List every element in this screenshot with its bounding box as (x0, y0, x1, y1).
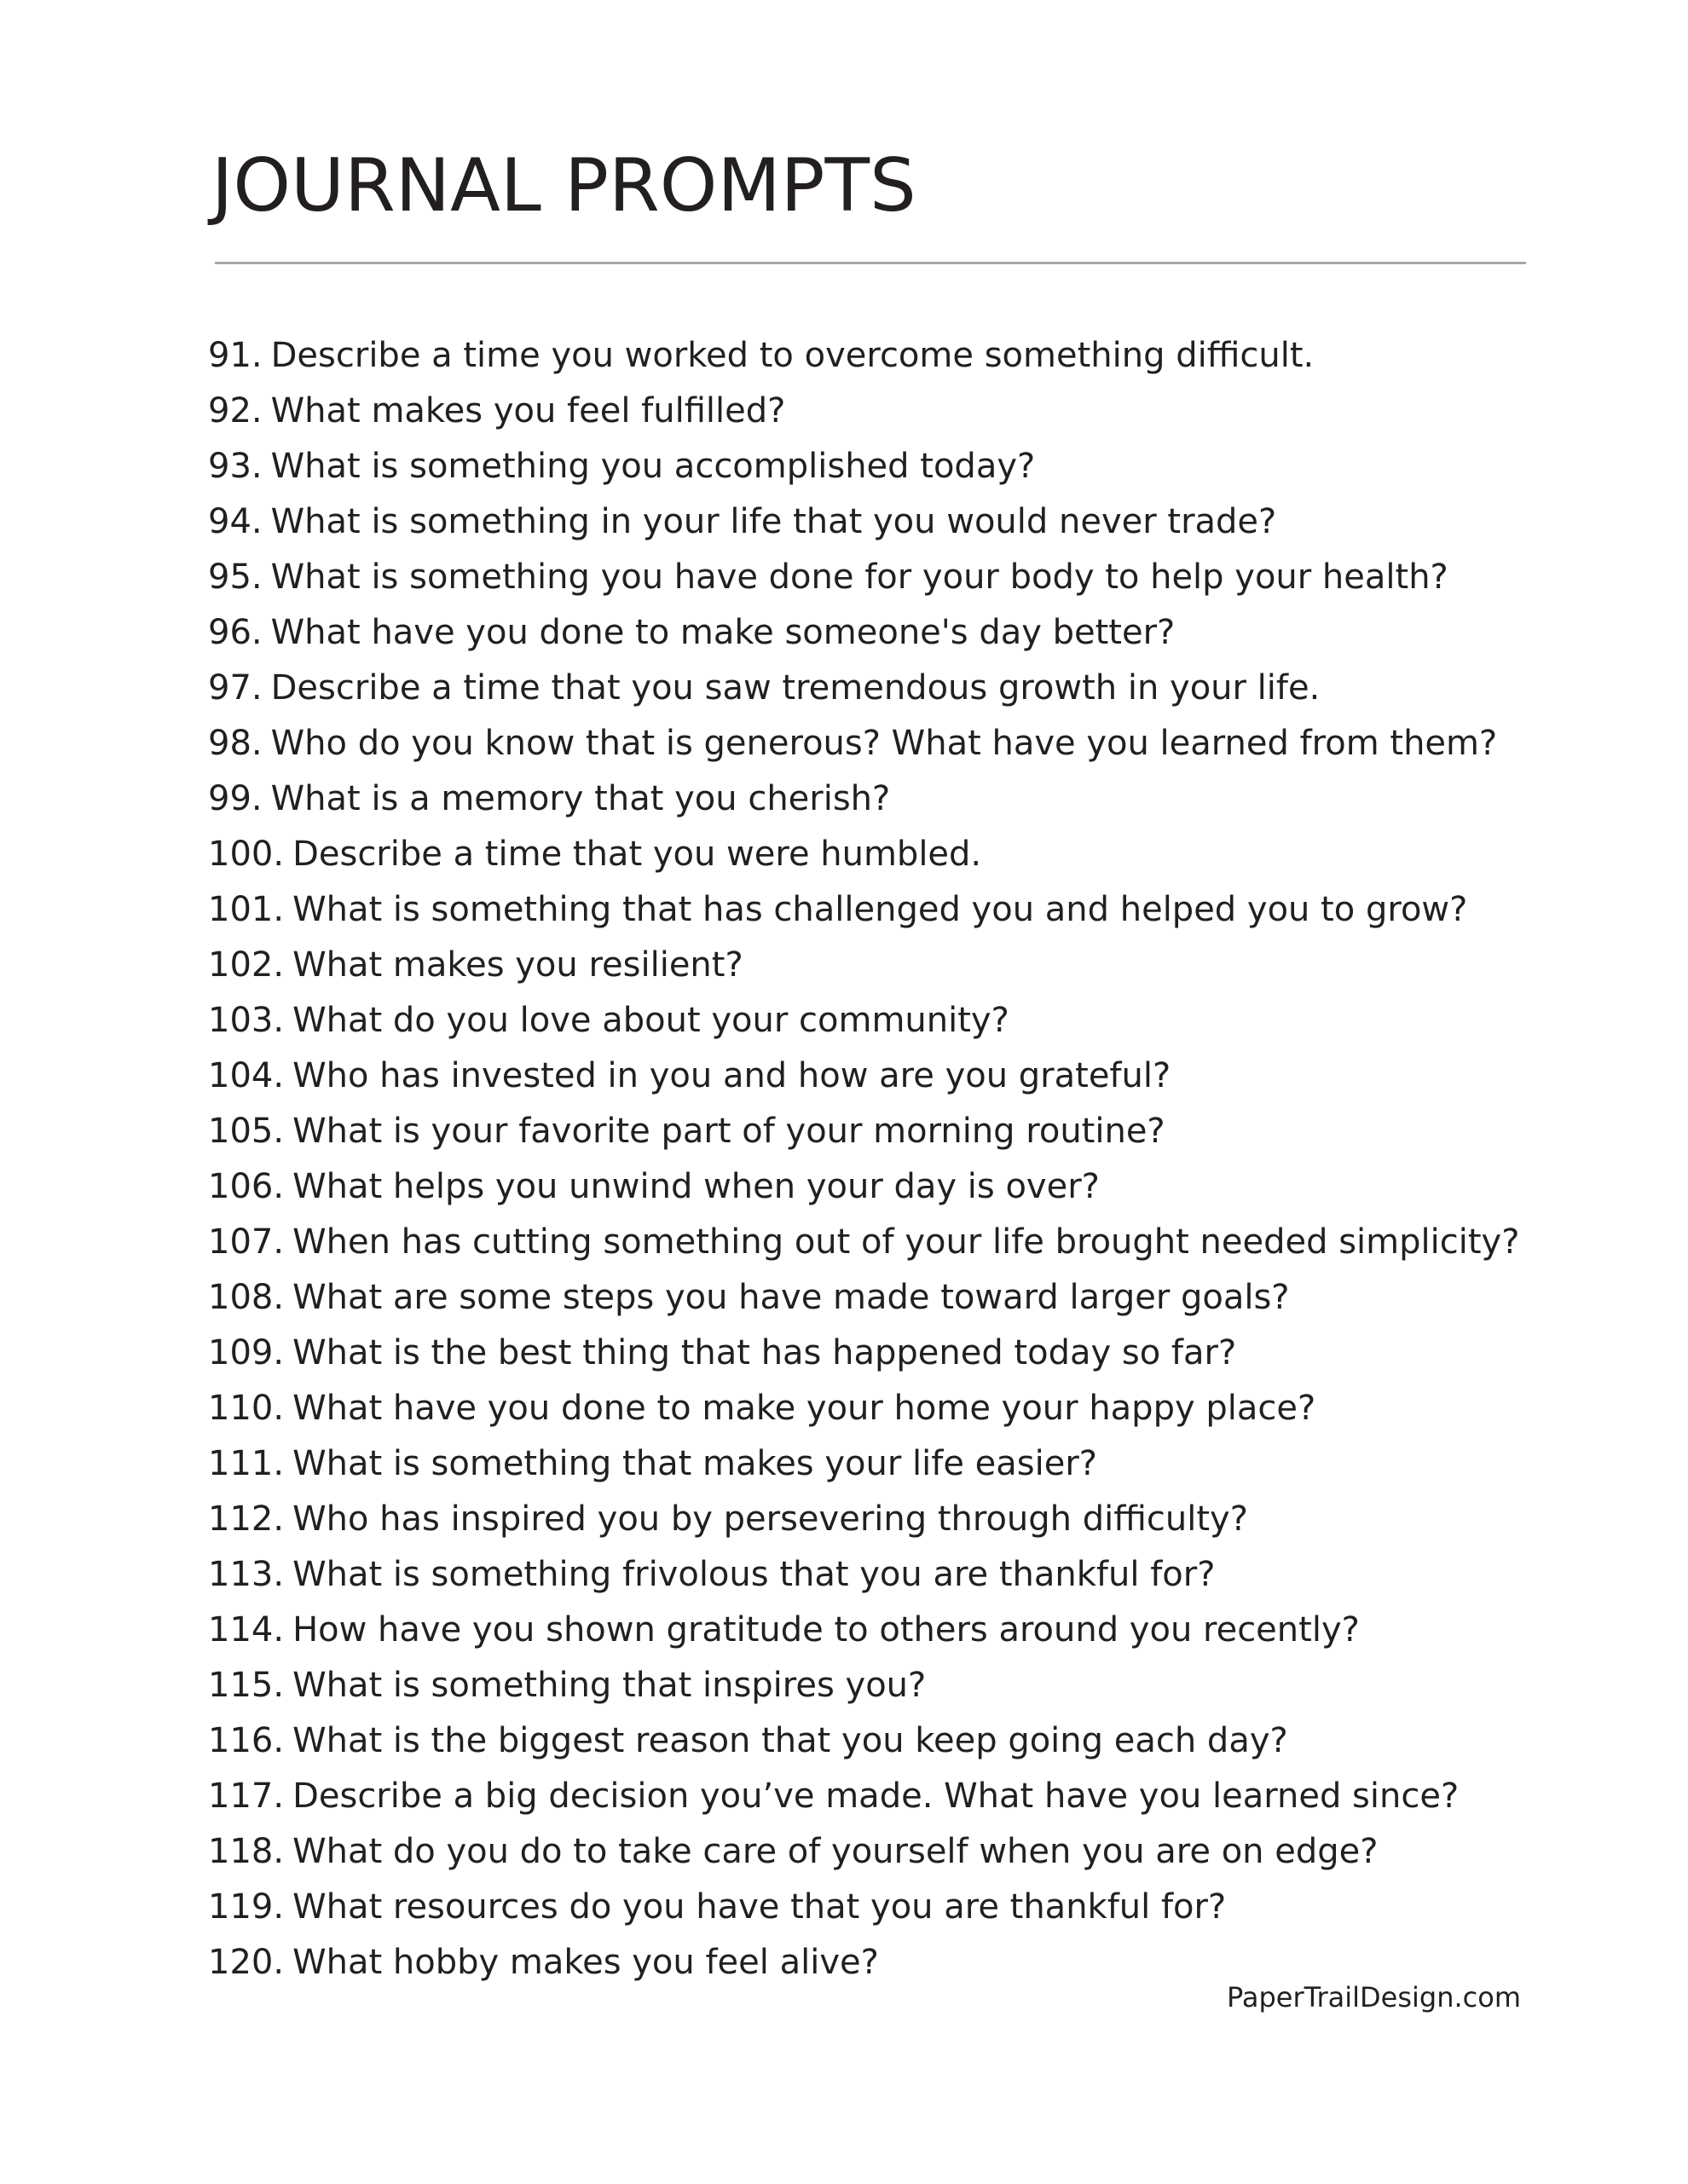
list-item (208, 439, 1519, 494)
list-item (208, 328, 1519, 384)
prompt-text: What is something frivolous that you are thankful for? (292, 1555, 1216, 1594)
prompt-text: Who has invested in you and how are you grateful? (292, 1056, 1171, 1095)
prompt-number: 106. (208, 1167, 285, 1206)
prompt-text: Describe a big decision you’ve made. What have you learned since? (292, 1777, 1460, 1816)
list-item (208, 771, 1519, 827)
list-item (208, 1215, 1519, 1270)
prompt-text: What do you do to take care of yourself when you are on edge? (292, 1832, 1379, 1871)
page-title: JOURNAL PROMPTS (211, 143, 916, 228)
list-item (208, 1270, 1519, 1326)
prompt-number: 114. (208, 1610, 285, 1650)
list-item (208, 1713, 1519, 1769)
prompt-text: What is something that inspires you? (292, 1666, 927, 1705)
list-item (208, 1880, 1519, 1935)
prompt-number: 119. (208, 1887, 285, 1927)
list-item (208, 938, 1519, 993)
list-item (208, 1381, 1519, 1436)
prompt-text: Describe a time that you were humbled. (292, 835, 982, 874)
prompt-number: 97. (208, 668, 263, 708)
prompt-text: What makes you feel fulfilled? (270, 391, 786, 430)
prompt-number: 116. (208, 1721, 285, 1760)
prompt-number: 117. (208, 1777, 285, 1816)
prompt-text: How have you shown gratitude to others around you recently? (292, 1610, 1360, 1650)
prompt-number: 111. (208, 1444, 285, 1483)
prompt-text: What is your favorite part of your morning routine? (292, 1112, 1165, 1151)
prompt-number: 109. (208, 1333, 285, 1372)
list-item (208, 1547, 1519, 1603)
prompt-text: Who has inspired you by persevering through difficulty? (292, 1499, 1248, 1539)
prompt-number: 104. (208, 1056, 285, 1095)
prompt-text: Who do you know that is generous? What have you learned from them? (270, 724, 1498, 763)
prompt-number: 94. (208, 502, 263, 541)
list-item (208, 1326, 1519, 1381)
prompt-text: What makes you resilient? (292, 945, 743, 985)
prompt-number: 108. (208, 1278, 285, 1317)
prompt-number: 118. (208, 1832, 285, 1871)
prompt-number: 100. (208, 835, 285, 874)
prompt-text: What is something that has challenged you and helped you to grow? (292, 890, 1468, 929)
list-item (208, 1824, 1519, 1880)
prompt-text: What is the best thing that has happened today so far? (292, 1333, 1237, 1372)
list-item (208, 384, 1519, 439)
prompt-number: 110. (208, 1389, 285, 1428)
prompt-number: 101. (208, 890, 285, 929)
list-item (208, 494, 1519, 550)
prompt-number: 93. (208, 447, 263, 486)
prompt-number: 103. (208, 1001, 285, 1040)
list-item (208, 1603, 1519, 1658)
prompt-number: 112. (208, 1499, 285, 1539)
site-credit: PaperTrailDesign.com (1226, 1981, 1521, 2014)
prompt-text: What hobby makes you feel alive? (292, 1943, 879, 1982)
prompt-text: What is something you have done for your body to help your health? (270, 558, 1448, 597)
prompt-text: What have you done to make your home your happy place? (292, 1389, 1316, 1428)
list-item (208, 1769, 1519, 1824)
list-item (208, 605, 1519, 661)
list-item (208, 1658, 1519, 1713)
prompt-number: 92. (208, 391, 263, 430)
list-item (208, 1159, 1519, 1215)
prompt-number: 98. (208, 724, 263, 763)
prompt-text: What resources do you have that you are thankful for? (292, 1887, 1227, 1927)
prompt-text: What is a memory that you cherish? (270, 779, 891, 818)
prompt-text: When has cutting something out of your life brought needed simplicity? (292, 1222, 1520, 1262)
prompt-number: 105. (208, 1112, 285, 1151)
list-item (208, 661, 1519, 716)
prompt-number: 96. (208, 613, 263, 652)
list-item (208, 882, 1519, 938)
prompt-number: 113. (208, 1555, 285, 1594)
list-item (208, 1049, 1519, 1104)
list-item (208, 1104, 1519, 1159)
list-item (208, 550, 1519, 605)
prompt-text: What do you love about your community? (292, 1001, 1009, 1040)
prompt-text: What have you done to make someone's day better? (270, 613, 1176, 652)
list-item (208, 1436, 1519, 1492)
prompt-number: 102. (208, 945, 285, 985)
prompt-text: What are some steps you have made toward larger goals? (292, 1278, 1290, 1317)
prompt-text: What is the biggest reason that you keep going each day? (292, 1721, 1288, 1760)
prompt-number: 91. (208, 336, 263, 375)
prompt-number: 107. (208, 1222, 285, 1262)
list-item (208, 716, 1519, 771)
prompt-text: What is something you accomplished today? (270, 447, 1036, 486)
list-item (208, 827, 1519, 882)
title-divider (215, 262, 1526, 264)
list-item (208, 993, 1519, 1049)
prompt-number: 115. (208, 1666, 285, 1705)
prompt-text: What helps you unwind when your day is over? (292, 1167, 1100, 1206)
list-item (208, 1492, 1519, 1547)
prompt-list (208, 328, 1519, 1990)
prompt-text: What is something that makes your life easier? (292, 1444, 1098, 1483)
prompt-number: 99. (208, 779, 263, 818)
prompt-text: Describe a time you worked to overcome something difficult. (270, 336, 1315, 375)
prompt-text: Describe a time that you saw tremendous growth in your life. (270, 668, 1321, 708)
prompt-number: 95. (208, 558, 263, 597)
prompt-text: What is something in your life that you would never trade? (270, 502, 1277, 541)
prompt-number: 120. (208, 1943, 285, 1982)
